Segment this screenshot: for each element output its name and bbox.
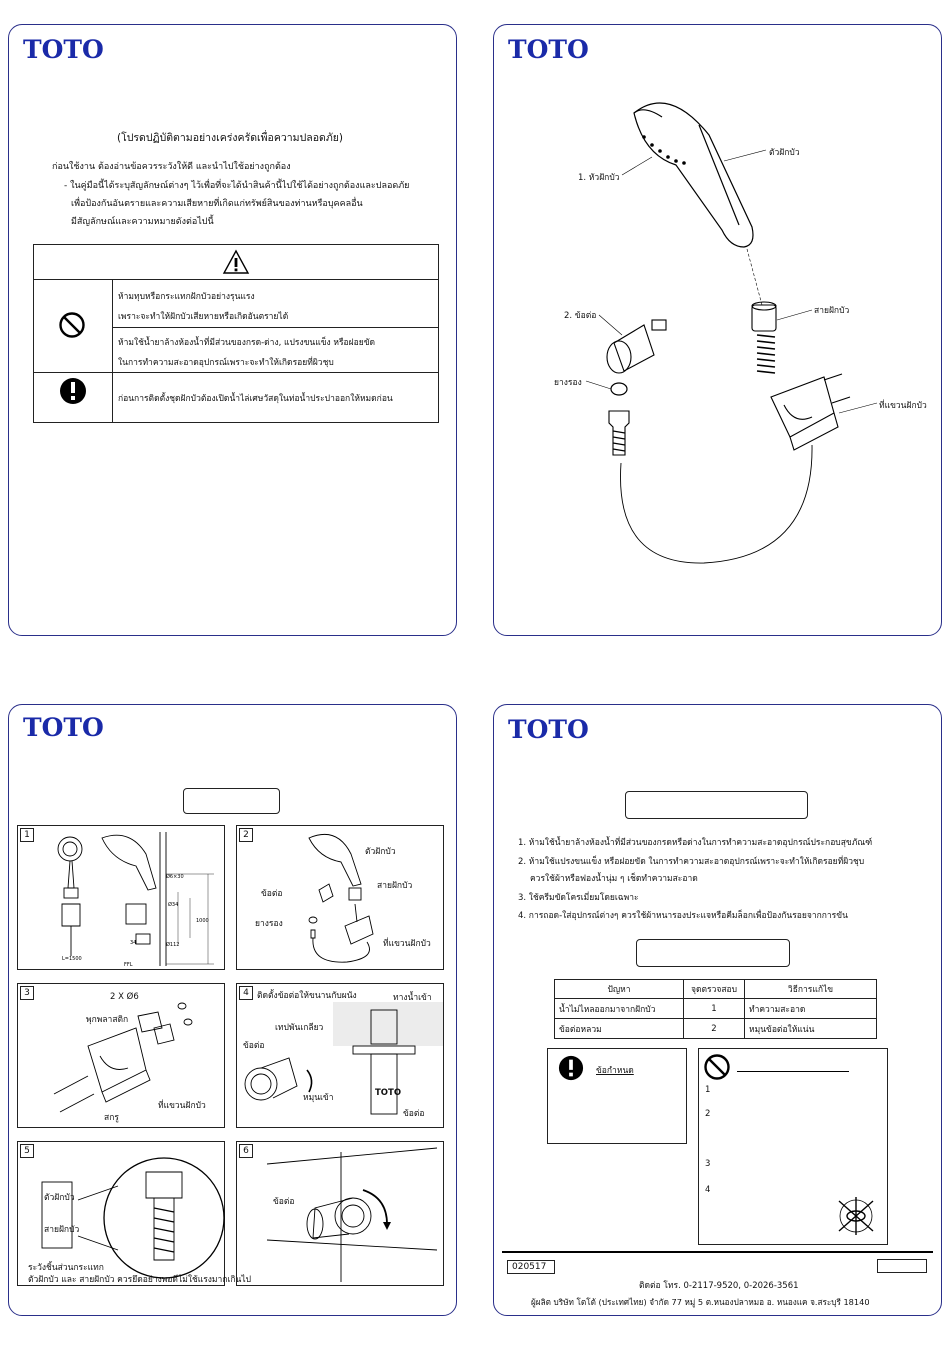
table-cell: หมุนข้อต่อให้แน่น bbox=[745, 1019, 877, 1039]
s4-tape: เทปพันเกลียว bbox=[275, 1023, 324, 1033]
note-title: ข้อกำหนด bbox=[596, 1066, 634, 1076]
dim-label: Ø112 bbox=[166, 942, 180, 948]
doc-code-box bbox=[507, 1260, 555, 1274]
label-hose: สายฝักบัว bbox=[814, 306, 850, 316]
label-holder: ที่แขวนฝักบัว bbox=[879, 401, 927, 411]
table-cell: ข้อต่อหลวม bbox=[555, 1019, 684, 1039]
prohibit-1a: ห้ามทุบหรือกระแทกฝักบัวอย่างรุนแรง bbox=[118, 292, 255, 302]
step-1-box bbox=[17, 825, 225, 970]
s2-label-holder: ที่แขวนฝักบัว bbox=[383, 939, 431, 949]
safety-intro: ก่อนใช้งาน ต้องอ่านข้อควรระวังให้ดี และนำไปใช้อย่างถูกต้อง bbox=[52, 162, 291, 172]
mandatory-icon bbox=[59, 377, 87, 405]
prohibited-icon bbox=[58, 311, 86, 339]
panel-parts bbox=[493, 24, 942, 636]
table-header: ปัญหา bbox=[555, 980, 684, 999]
blank-code-box bbox=[877, 1259, 927, 1273]
table-header: วิธีการแก้ไข bbox=[745, 980, 877, 999]
s3-screw: สกรู bbox=[104, 1113, 119, 1123]
step-4-box bbox=[236, 983, 444, 1128]
safety-bullet-2: เพื่อป้องกันอันตรายและความเสียหายที่เกิดแก่ทรัพย์สินของท่านหรือบุคคลอื่น bbox=[71, 199, 363, 209]
toto-logo: TOTO bbox=[23, 713, 104, 742]
prohibit-box bbox=[698, 1048, 888, 1245]
s2-label-washer: ยางรอง bbox=[255, 919, 283, 929]
s4-title: ติดตั้งข้อต่อให้ขนานกับผนัง bbox=[257, 991, 357, 1001]
list-num: 4 bbox=[705, 1185, 711, 1195]
mandatory-icon bbox=[558, 1055, 584, 1081]
note-box bbox=[547, 1048, 687, 1144]
footer-divider bbox=[502, 1251, 933, 1253]
cleaning-tools-icon bbox=[833, 1193, 879, 1239]
prohibited-icon bbox=[703, 1053, 731, 1081]
prohibit-2a: ห้ามใช้น้ำยาล้างห้องน้ำที่มีส่วนของกรด-ด่าง, แปรงขนแข็ง หรือฝอยขัด bbox=[118, 338, 376, 348]
toto-logo: TOTO bbox=[508, 35, 589, 64]
prohibit-1b: เพราะจะทำให้ฝักบัวเสียหายหรือเกิดอันตรายได้ bbox=[118, 312, 289, 322]
address: ผู้ผลิต บริษัท โตโต้ (ประเทศไทย) จำกัด 77 หมู่ 5 ต.หนองปลาหมอ อ. หนองแค จ.สระบุรี 18140 bbox=[531, 1297, 870, 1307]
s2-label-connector: ข้อต่อ bbox=[261, 889, 283, 899]
s5-note-2: ตัวฝักบัว และ สายฝักบัว ควรยึดอย่างพอดีไม่ใช้แรงมากเกินไป bbox=[28, 1275, 251, 1285]
step-number: 1 bbox=[20, 828, 34, 842]
step-6-box bbox=[236, 1141, 444, 1286]
step-3-box bbox=[17, 983, 225, 1128]
table-cell: ทำความสะอาด bbox=[745, 999, 877, 1019]
care-2a: 2. ห้ามใช้แปรงขนแข็ง หรือฝอยขัด ในการทำความสะอาดอุปกรณ์เพราะจะทำให้เกิดรอยที่ผิวชุบ bbox=[518, 857, 865, 867]
care-header-box bbox=[625, 791, 808, 819]
step-number: 5 bbox=[20, 1144, 34, 1158]
dim-label: 34 bbox=[130, 940, 137, 946]
prohibit-title-underline bbox=[737, 1071, 849, 1072]
s3-plug: พุกพลาสติก bbox=[86, 1015, 129, 1025]
connector-icon bbox=[607, 320, 666, 373]
toto-logo: TOTO bbox=[508, 715, 589, 744]
label-shower-head: 1. หัวฝักบัว bbox=[578, 173, 620, 183]
dim-label: 1000 bbox=[196, 918, 209, 924]
s4-connector-2: ข้อต่อ bbox=[403, 1109, 425, 1119]
holder-icon bbox=[771, 374, 850, 450]
step-number: 3 bbox=[20, 986, 34, 1000]
s2-label-hose: สายฝักบัว bbox=[377, 881, 413, 891]
label-connector: 2. ข้อต่อ bbox=[564, 311, 597, 321]
s4-inlet: ทางน้ำเข้า bbox=[393, 993, 432, 1003]
list-num: 3 bbox=[705, 1159, 711, 1169]
table-header-row bbox=[555, 980, 877, 999]
toto-logo: TOTO bbox=[23, 35, 104, 64]
panel-safety bbox=[8, 24, 457, 636]
table-row bbox=[555, 999, 877, 1019]
dim-label: FFL bbox=[124, 962, 133, 968]
step-number: 2 bbox=[239, 828, 253, 842]
table-row bbox=[555, 1019, 877, 1039]
safety-subtitle: (โปรดปฏิบัติตามอย่างเคร่งครัดเพื่อความปลอดภัย) bbox=[117, 132, 343, 144]
care-4: 4. การถอด-ใส่อุปกรณ์ต่างๆ ควรใช้ผ้าหนารองประแจหรือคีมล็อกเพื่อป้องกันรอยจากการขัน bbox=[518, 911, 848, 921]
shower-head-icon bbox=[634, 103, 753, 247]
s5-body: ตัวฝักบัว bbox=[44, 1193, 75, 1203]
panel-installation bbox=[8, 704, 457, 1316]
doc-code: 020517 bbox=[512, 1262, 547, 1272]
s4-turn: หมุนเข้า bbox=[303, 1093, 334, 1103]
hose-fitting-icon bbox=[609, 411, 629, 455]
mandatory-1: ก่อนการติดตั้งชุดฝักบัวต้องเปิดน้ำไล่เศษวัสดุในท่อน้ำประปาออกให้หมดก่อน bbox=[118, 394, 393, 404]
care-2b: ควรใช้ผ้าหรือฟองน้ำนุ่ม ๆ เช็ดทำความสะอาด bbox=[530, 874, 698, 884]
s4-connector: ข้อต่อ bbox=[243, 1041, 265, 1051]
dim-label: Ø6×30 bbox=[166, 874, 184, 880]
s5-hose: สายฝักบัว bbox=[44, 1225, 80, 1235]
washer-icon bbox=[611, 383, 627, 395]
table-cell: 1 bbox=[684, 999, 745, 1019]
step-5-box bbox=[17, 1141, 251, 1286]
table-cell: น้ำไม่ไหลออกมาจากฝักบัว bbox=[555, 999, 684, 1019]
s6-connector: ข้อต่อ bbox=[273, 1197, 295, 1207]
step-1-drawing bbox=[18, 826, 226, 971]
step-6-drawing bbox=[237, 1142, 445, 1287]
hose-nut-icon bbox=[752, 302, 776, 331]
table-cell: 2 bbox=[684, 1019, 745, 1039]
list-num: 1 bbox=[705, 1085, 711, 1095]
s4-logo: TOTO bbox=[375, 1088, 402, 1098]
parts-exploded-drawing bbox=[494, 25, 942, 636]
step-number: 6 bbox=[239, 1144, 253, 1158]
s5-note-1: ระวังชิ้นส่วนกระแทก bbox=[28, 1263, 104, 1273]
safety-bullet-1: - ในคู่มือนี้ได้ระบุสัญลักษณ์ต่างๆ ไว้เพื่อที่จะได้นำสินค้านี้ไปใช้ได้อย่างถูกต้องและปลอดภัย bbox=[64, 181, 410, 191]
table-header: จุดตรวจสอบ bbox=[684, 980, 745, 999]
s3-holder: ที่แขวนฝักบัว bbox=[158, 1101, 206, 1111]
prohibit-2b: ในการทำความสะอาดอุปกรณ์เพราะจะทำให้เกิดรอยที่ผิวชุบ bbox=[118, 358, 334, 368]
dim-label: L=1500 bbox=[62, 956, 82, 962]
section-header-box bbox=[183, 788, 280, 814]
trouble-header-box bbox=[636, 939, 790, 967]
step-2-box bbox=[236, 825, 444, 970]
panel-care bbox=[493, 704, 942, 1316]
dim-label: Ø34 bbox=[168, 902, 179, 908]
troubleshoot-table bbox=[554, 979, 877, 1039]
label-shower-body: ตัวฝักบัว bbox=[769, 148, 800, 158]
s3-holes: 2 X Ø6 bbox=[110, 992, 139, 1002]
label-washer: ยางรอง bbox=[554, 378, 582, 388]
step-number: 4 bbox=[239, 986, 253, 1000]
contact: ติดต่อ โทร. 0-2117-9520, 0-2026-3561 bbox=[639, 1281, 799, 1291]
care-3: 3. ใช้ครีมขัดโครเมี่ยมโดยเฉพาะ bbox=[518, 893, 639, 903]
s2-label-body: ตัวฝักบัว bbox=[365, 847, 396, 857]
safety-bullet-3: มีสัญลักษณ์และความหมายดังต่อไปนี้ bbox=[71, 217, 214, 227]
hose-line bbox=[620, 445, 812, 563]
list-num: 2 bbox=[705, 1109, 711, 1119]
warning-triangle-icon bbox=[222, 249, 250, 275]
warning-table bbox=[33, 244, 439, 423]
care-1: 1. ห้ามใช้น้ำยาล้างห้องน้ำที่มีส่วนของกรดหรือด่างในการทำความสะอาดอุปกรณ์ประกอบสุขภัณฑ์ bbox=[518, 838, 873, 848]
